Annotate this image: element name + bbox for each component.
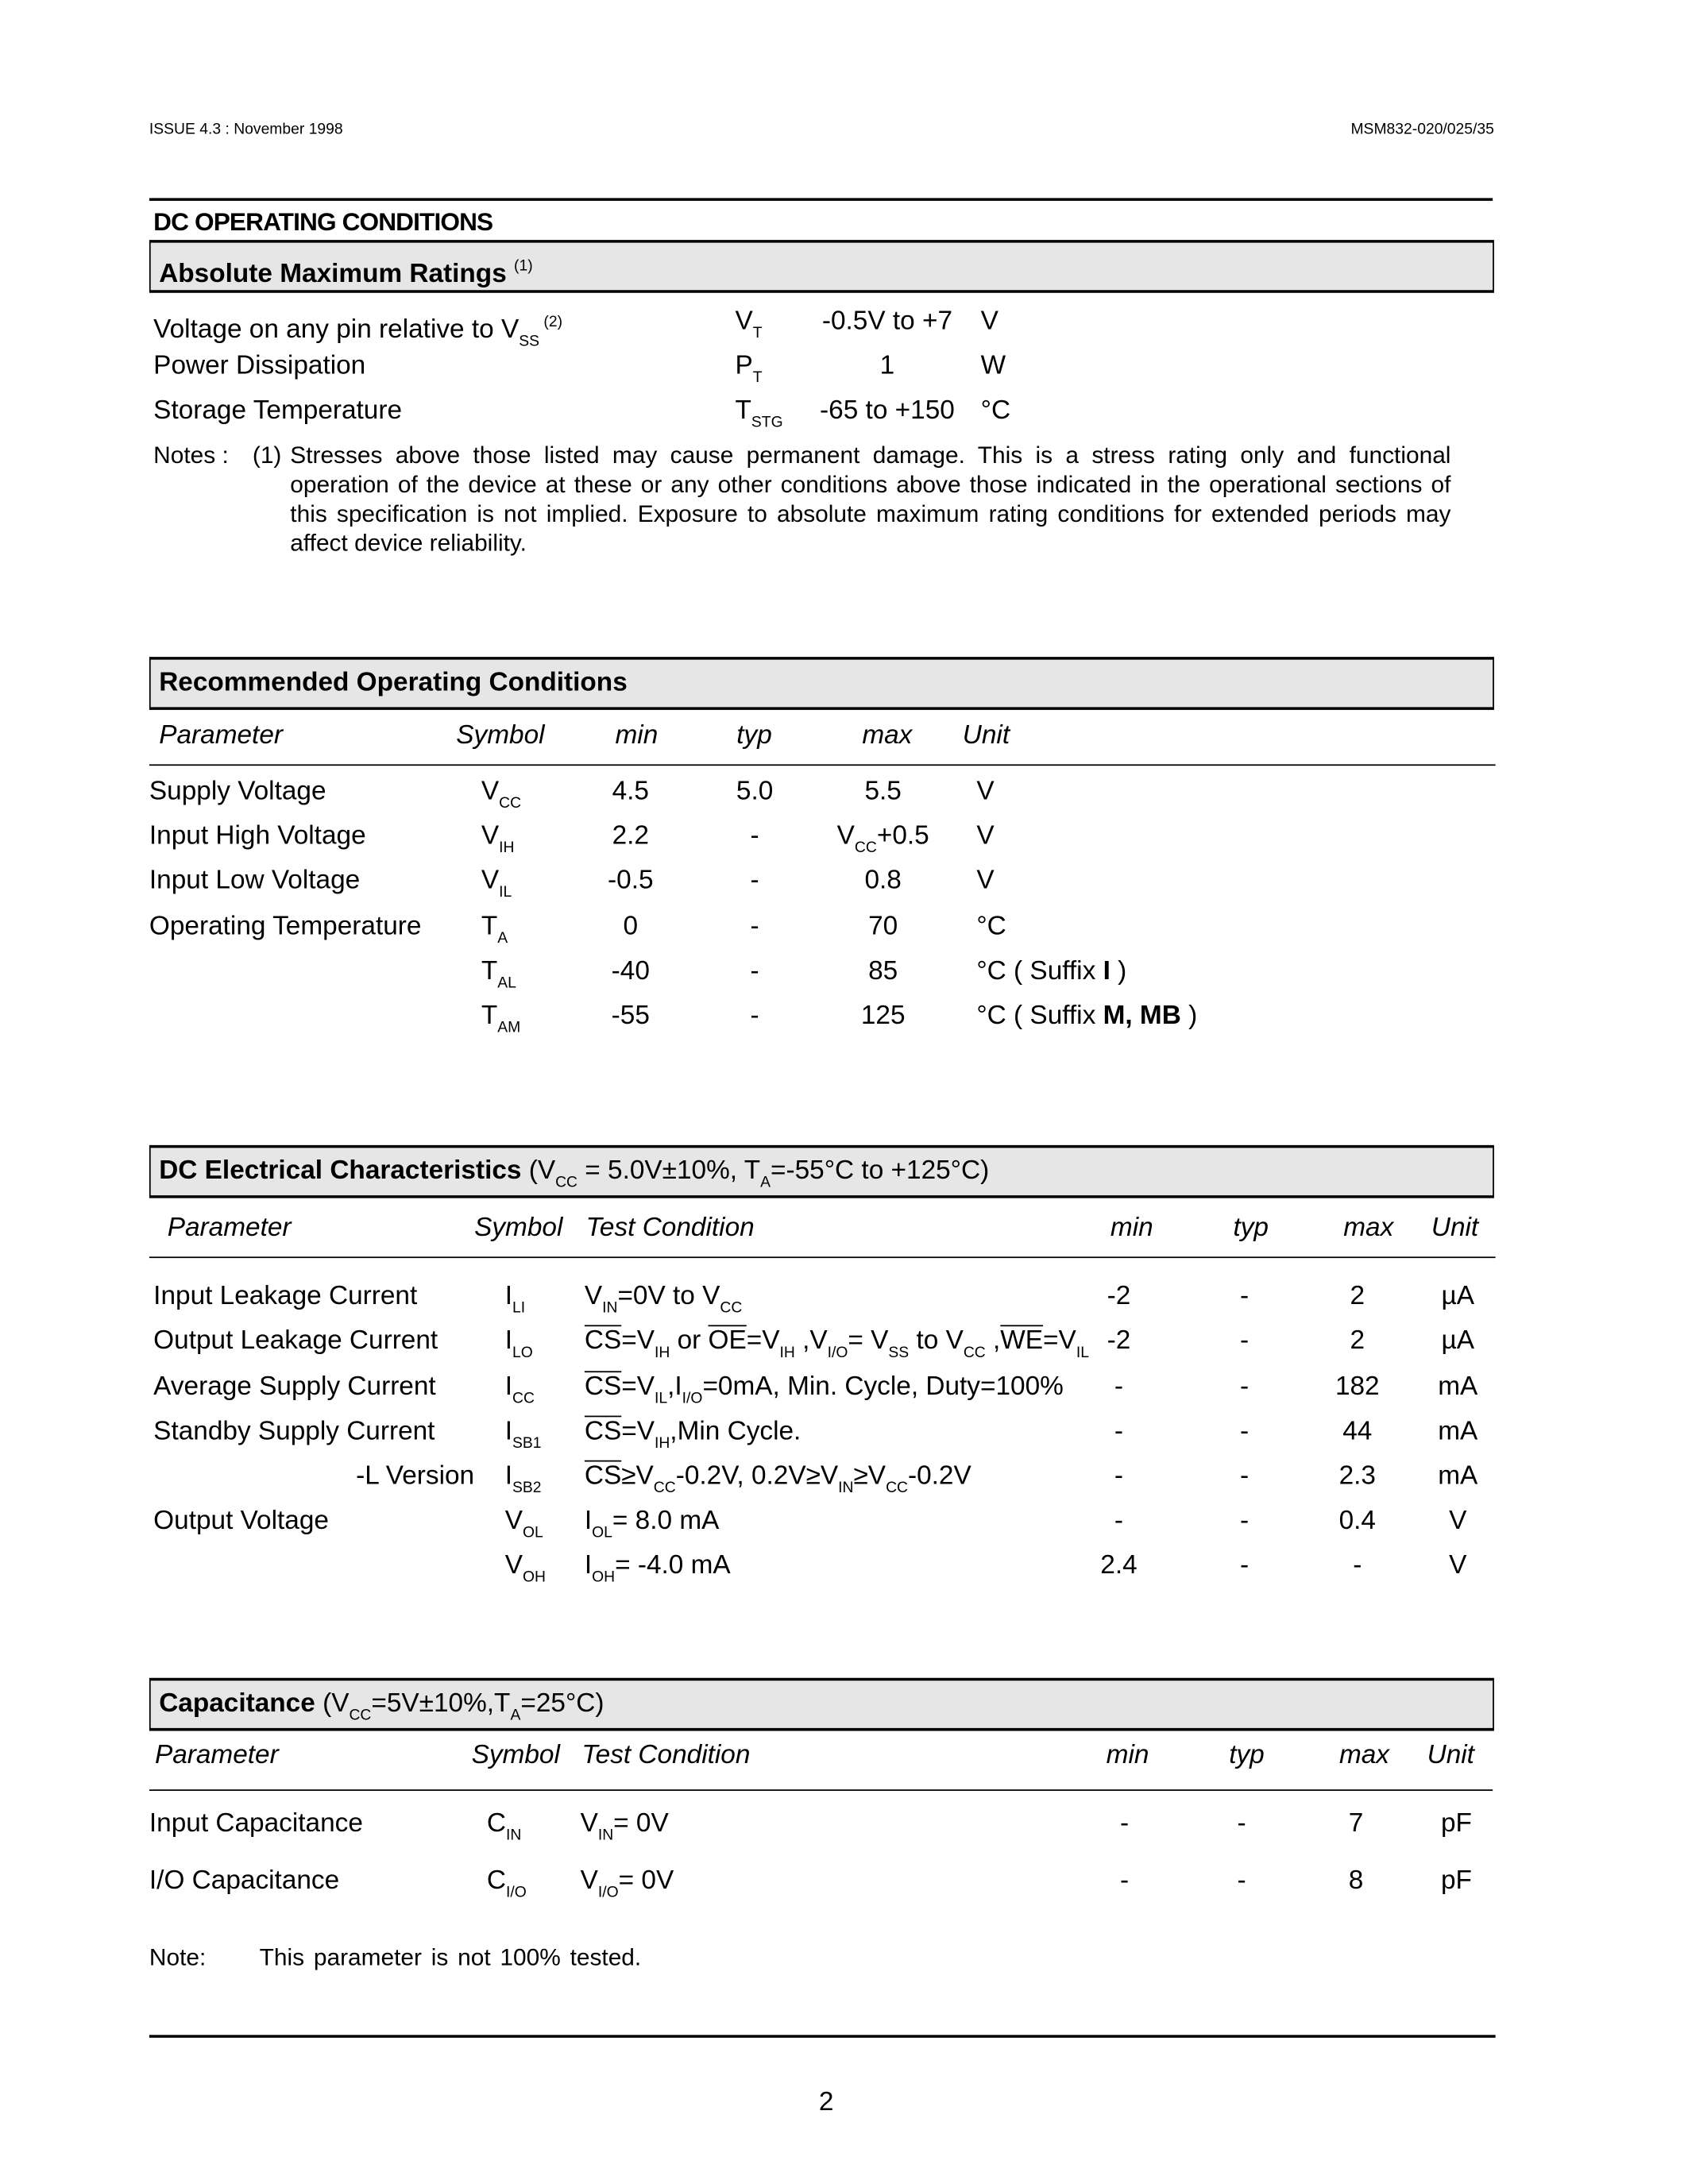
text-segment: IN <box>506 1827 522 1844</box>
text-segment: SS <box>888 1344 910 1362</box>
text-segment: to V <box>909 1326 964 1356</box>
text-segment: -0.2V, 0.2V≥V <box>675 1461 839 1491</box>
column-header: min <box>1106 1740 1149 1770</box>
param-cell: Standby Supply Current <box>153 1417 435 1447</box>
text-segment: Voltage on any pin relative to V <box>153 314 520 345</box>
text-segment: =25°C) <box>520 1688 605 1719</box>
text-segment: = 0V <box>618 1866 674 1896</box>
text-segment: CC <box>963 1344 986 1362</box>
symbol-cell <box>481 866 512 909</box>
text-segment: T <box>752 369 763 387</box>
column-header: Symbol <box>456 720 545 751</box>
text-segment: $\overline{WE}$ <box>1000 1326 1044 1356</box>
unit-cell: V <box>980 307 999 337</box>
unit-cell: W <box>980 351 1006 381</box>
capacitance-title <box>159 1689 604 1731</box>
text-segment: ,Min Cycle. <box>670 1417 802 1447</box>
note-number: (1) <box>252 442 282 469</box>
column-header: typ <box>736 720 772 751</box>
text-segment: V <box>580 1808 598 1839</box>
typ-cell: - <box>1239 1326 1250 1356</box>
max-cell: 8 <box>1348 1866 1364 1896</box>
cond-cell <box>585 1372 1064 1414</box>
cond-cell <box>581 1809 669 1851</box>
text-segment: A <box>497 930 508 947</box>
typ-cell: - <box>750 912 759 942</box>
column-header: typ <box>1233 1213 1269 1243</box>
symbol-cell <box>505 1417 542 1459</box>
text-segment: = 8.0 mA <box>612 1506 720 1536</box>
dc-electrical-header <box>149 1145 1494 1198</box>
unit-cell: V <box>1449 1506 1467 1536</box>
note-text: Stresses above those listed may cause permanent damage. This is a stress rating only and functional operation of the device at these or any other conditions above those indicated in the operational sections of this specification is not implied. Exposure to absolute maximum rating conditions for extended periods may affect device reliability. <box>290 442 1451 557</box>
min-cell: -40 <box>611 956 650 986</box>
min-cell: - <box>1114 1372 1124 1402</box>
symbol-cell <box>736 352 763 394</box>
text-segment: SB1 <box>512 1435 542 1453</box>
text-segment: CC <box>555 1174 578 1191</box>
text-segment: I <box>584 1550 593 1580</box>
unit-cell: V <box>976 777 995 807</box>
column-header: max <box>862 720 913 751</box>
max-cell: 44 <box>1342 1417 1373 1447</box>
text-segment: °C ( Suffix <box>976 1001 1103 1031</box>
absolute-max-ratings-header <box>149 240 1494 293</box>
recommended-title <box>159 668 628 699</box>
max-cell: 85 <box>868 956 898 986</box>
max-cell: 2.3 <box>1338 1461 1376 1491</box>
text-segment: AM <box>497 1019 521 1036</box>
part-number: MSM832-020/025/35 <box>1350 121 1494 138</box>
capacitance-header-rule <box>149 1789 1493 1791</box>
text-segment: =V <box>1043 1326 1076 1356</box>
text-segment: I <box>1103 956 1111 986</box>
symbol-cell <box>505 1461 542 1503</box>
symbol-cell <box>487 1809 521 1851</box>
symbol-cell <box>505 1372 535 1414</box>
text-segment: $\overline{CS}$ <box>584 1417 622 1447</box>
symbol-cell <box>487 1866 527 1908</box>
text-segment: Recommended Operating Conditions <box>159 668 628 698</box>
typ-cell: - <box>1239 1506 1250 1536</box>
param-cell: I/O Capacitance <box>149 1866 340 1896</box>
text-segment: I/O <box>597 1884 619 1901</box>
column-header: Parameter <box>154 1740 279 1770</box>
text-segment: =0V to V <box>617 1281 720 1311</box>
text-segment: =5V±10%,T <box>371 1688 511 1719</box>
text-segment: M, MB <box>1103 1001 1181 1031</box>
text-segment: I <box>504 1461 513 1491</box>
text-segment: OL <box>523 1524 543 1542</box>
column-header: min <box>615 720 659 751</box>
text-segment: $\overline{CS}$ <box>584 1372 622 1402</box>
text-segment: ) <box>1110 956 1127 986</box>
max-cell <box>837 821 929 863</box>
text-segment: A <box>510 1707 521 1724</box>
typ-cell: - <box>750 956 759 986</box>
text-segment: AL <box>497 974 516 992</box>
text-segment: V <box>580 1866 598 1896</box>
max-cell: 182 <box>1335 1372 1380 1402</box>
cond-cell <box>585 1551 731 1593</box>
text-segment: I <box>504 1372 513 1402</box>
text-segment: IL <box>1076 1344 1089 1362</box>
cond-cell <box>585 1282 742 1324</box>
column-header: Unit <box>962 720 1010 751</box>
symbol-cell <box>736 396 783 438</box>
typ-cell: - <box>1237 1808 1246 1839</box>
min-cell: 0 <box>623 912 639 942</box>
max-cell: 0.4 <box>1338 1506 1376 1536</box>
cond-cell <box>585 1507 720 1549</box>
column-header: Test Condition <box>581 1740 751 1770</box>
text-segment: =V <box>621 1417 655 1447</box>
min-cell: -55 <box>611 1001 650 1031</box>
text-segment: ≥V <box>621 1461 654 1491</box>
unit-cell <box>976 957 1126 988</box>
text-segment: V <box>481 821 500 851</box>
text-segment: (1) <box>514 257 533 275</box>
unit-cell: µA <box>1441 1281 1474 1311</box>
text-segment: $\overline{OE}$ <box>708 1326 747 1356</box>
text-segment: CC <box>512 1390 535 1408</box>
typ-cell: - <box>1237 1866 1246 1896</box>
text-segment: P <box>735 351 753 381</box>
max-cell: 70 <box>868 912 898 942</box>
max-cell: 125 <box>860 1001 906 1031</box>
text-segment: SS <box>519 333 540 350</box>
text-segment: =V <box>621 1372 655 1402</box>
param-cell: Supply Voltage <box>149 777 326 807</box>
unit-cell: °C <box>976 912 1006 942</box>
text-segment: V <box>481 777 500 807</box>
text-segment: $\overline{CS}$ <box>584 1326 622 1356</box>
column-header: Unit <box>1427 1740 1474 1770</box>
text-segment: IN <box>838 1480 854 1497</box>
typ-cell: - <box>750 866 759 896</box>
text-segment: IH <box>654 1435 670 1453</box>
symbol-cell <box>481 821 515 863</box>
text-segment: CC <box>886 1480 908 1497</box>
text-segment: (2) <box>539 314 563 331</box>
symbol-cell <box>736 307 763 349</box>
symbol-cell <box>505 1326 533 1368</box>
cond-cell <box>585 1326 1089 1368</box>
section-title: DC OPERATING CONDITIONS <box>153 207 493 236</box>
cond-cell <box>585 1417 801 1459</box>
text-segment: ) <box>1180 1001 1198 1031</box>
text-segment: Capacitance <box>159 1688 315 1719</box>
unit-cell: pF <box>1440 1808 1472 1839</box>
dc-electrical-title <box>159 1156 989 1198</box>
param-cell: Power Dissipation <box>153 351 366 381</box>
text-segment: Absolute Maximum Ratings <box>159 259 515 289</box>
text-segment: V <box>836 821 855 851</box>
typ-cell: - <box>1239 1372 1250 1402</box>
value-cell: -65 to +150 <box>820 396 955 426</box>
text-segment: IH <box>654 1344 670 1362</box>
dc-header-rule <box>149 1256 1496 1258</box>
text-segment: = -4.0 mA <box>615 1550 731 1580</box>
symbol-cell <box>505 1282 525 1324</box>
text-segment: =V <box>746 1326 780 1356</box>
top-rule <box>149 198 1493 201</box>
text-segment: I <box>504 1326 513 1356</box>
text-segment: IL <box>499 884 512 901</box>
unit-cell: mA <box>1438 1461 1478 1491</box>
text-segment: C <box>486 1866 507 1896</box>
unit-cell: mA <box>1438 1417 1478 1447</box>
typ-cell: - <box>1239 1281 1250 1311</box>
text-segment: LI <box>512 1299 526 1317</box>
text-segment: V <box>504 1550 523 1580</box>
text-segment: T <box>481 1001 498 1031</box>
column-header: Test Condition <box>585 1213 755 1243</box>
recommended-header <box>149 657 1494 710</box>
max-cell: 0.8 <box>864 866 902 896</box>
unit-cell: °C <box>980 396 1011 426</box>
capacitance-header <box>149 1678 1494 1731</box>
text-segment: IN <box>602 1299 618 1317</box>
min-cell: 2.4 <box>1100 1550 1138 1580</box>
symbol-cell <box>481 777 521 819</box>
typ-cell: - <box>1239 1417 1250 1447</box>
text-segment: (V <box>521 1156 556 1186</box>
max-cell: 5.5 <box>864 777 902 807</box>
text-segment: SB2 <box>512 1480 542 1497</box>
param-cell: Operating Temperature <box>149 912 422 942</box>
unit-cell: V <box>976 821 995 851</box>
value-cell: 1 <box>879 351 895 381</box>
unit-cell: V <box>1449 1550 1467 1580</box>
text-segment: , <box>985 1326 1001 1356</box>
text-segment: = 0V <box>613 1808 669 1839</box>
column-header: min <box>1110 1213 1153 1243</box>
text-segment: I/O <box>827 1344 848 1362</box>
bottom-rule <box>149 2035 1496 2038</box>
text-segment: I/O <box>506 1884 527 1901</box>
unit-cell: pF <box>1440 1866 1472 1896</box>
min-cell: - <box>1119 1808 1130 1839</box>
text-segment: ,V <box>794 1326 828 1356</box>
text-segment: °C ( Suffix <box>976 956 1103 986</box>
text-segment: ≥V <box>853 1461 886 1491</box>
text-segment: LO <box>512 1344 533 1362</box>
unit-cell: V <box>976 866 995 896</box>
text-segment: I <box>504 1281 513 1311</box>
param-cell: Output Leakage Current <box>153 1326 438 1356</box>
typ-cell: - <box>750 821 759 851</box>
param-cell: -L Version <box>356 1461 475 1491</box>
text-segment: DC Electrical Characteristics <box>159 1156 522 1186</box>
text-segment: T <box>481 912 498 942</box>
param-cell: Input Capacitance <box>149 1808 363 1839</box>
text-segment: OH <box>592 1569 616 1586</box>
text-segment: =0mA, Min. Cycle, Duty=100% <box>702 1372 1064 1402</box>
unit-cell: µA <box>1441 1326 1474 1356</box>
param-cell: Input High Voltage <box>149 821 366 851</box>
text-segment: T <box>481 956 498 986</box>
min-cell: 2.2 <box>612 821 650 851</box>
column-header: max <box>1343 1213 1394 1243</box>
param-cell: Input Low Voltage <box>149 866 361 896</box>
max-cell: 7 <box>1348 1808 1364 1839</box>
param-cell: Storage Temperature <box>153 396 403 426</box>
min-cell: - <box>1114 1461 1124 1491</box>
max-cell: - <box>1353 1550 1362 1580</box>
unit-cell: mA <box>1438 1372 1478 1402</box>
typ-cell: - <box>1239 1461 1250 1491</box>
text-segment: = V <box>848 1326 889 1356</box>
text-segment: +0.5 <box>876 821 929 851</box>
text-segment: I/O <box>682 1390 703 1408</box>
absolute-max-title <box>159 251 532 290</box>
text-segment: I <box>504 1417 513 1447</box>
min-cell: 4.5 <box>612 777 650 807</box>
symbol-cell <box>481 913 508 955</box>
text-segment: I <box>584 1506 593 1536</box>
text-segment: CC <box>349 1707 372 1724</box>
symbol-cell <box>505 1551 546 1593</box>
column-header: Parameter <box>159 720 283 751</box>
text-segment: IN <box>597 1827 614 1844</box>
typ-cell: 5.0 <box>736 777 774 807</box>
text-segment: CC <box>653 1480 676 1497</box>
text-segment: or <box>670 1326 709 1356</box>
text-segment: V <box>504 1506 523 1536</box>
text-segment: -0.2V <box>907 1461 971 1491</box>
min-cell: - <box>1114 1417 1124 1447</box>
min-cell: -0.5 <box>608 866 654 896</box>
notes-label: Notes : <box>153 442 229 469</box>
column-header: Symbol <box>471 1740 560 1770</box>
text-segment: STG <box>751 414 783 431</box>
text-segment: OL <box>592 1524 612 1542</box>
issue-date: ISSUE 4.3 : November 1998 <box>149 121 343 138</box>
min-cell: - <box>1119 1866 1130 1896</box>
text-segment: CC <box>499 795 522 812</box>
text-segment: = 5.0V±10%, T <box>577 1156 761 1186</box>
symbol-cell <box>505 1507 543 1549</box>
text-segment: =-55°C to +125°C) <box>770 1156 990 1186</box>
text-segment: ,I <box>667 1372 682 1402</box>
typ-cell: - <box>1239 1550 1250 1580</box>
text-segment: CC <box>720 1299 743 1317</box>
symbol-cell <box>481 957 516 999</box>
value-cell: -0.5V to +7 <box>821 307 953 337</box>
text-segment: T <box>735 396 751 426</box>
text-segment: A <box>760 1174 771 1191</box>
note-label: Note: <box>149 1944 207 1971</box>
text-segment: $\overline{CS}$ <box>584 1461 622 1491</box>
text-segment: T <box>752 325 763 342</box>
max-cell: 2 <box>1350 1281 1365 1311</box>
text-segment: V <box>735 307 753 337</box>
min-cell: -2 <box>1107 1281 1131 1311</box>
unit-cell <box>976 1001 1197 1032</box>
max-cell: 2 <box>1350 1326 1365 1356</box>
text-segment: OH <box>523 1569 547 1586</box>
text-segment: CC <box>854 839 877 857</box>
cond-cell <box>581 1866 674 1908</box>
column-header: typ <box>1229 1740 1265 1770</box>
text-segment: (V <box>315 1688 350 1719</box>
recommended-header-rule <box>149 764 1496 766</box>
column-header: Symbol <box>474 1213 563 1243</box>
param-cell <box>153 307 562 357</box>
text-segment: =V <box>621 1326 655 1356</box>
text-segment: V <box>584 1281 603 1311</box>
page-number: 2 <box>818 2088 834 2117</box>
typ-cell: - <box>750 1001 759 1031</box>
capacitance-note: This parameter is not 100% tested. <box>259 1944 642 1971</box>
min-cell: - <box>1114 1506 1124 1536</box>
text-segment: V <box>481 866 500 896</box>
text-segment: IH <box>499 839 515 857</box>
column-header: max <box>1338 1740 1390 1770</box>
param-cell: Input Leakage Current <box>153 1281 418 1311</box>
text-segment: C <box>486 1808 507 1839</box>
cond-cell <box>585 1461 971 1503</box>
symbol-cell <box>481 1001 520 1044</box>
min-cell: -2 <box>1107 1326 1131 1356</box>
param-cell: Average Supply Current <box>153 1372 436 1402</box>
text-segment: IL <box>654 1390 668 1408</box>
text-segment: IH <box>779 1344 795 1362</box>
column-header: Parameter <box>167 1213 292 1243</box>
column-header: Unit <box>1431 1213 1479 1243</box>
param-cell: Output Voltage <box>153 1506 329 1536</box>
